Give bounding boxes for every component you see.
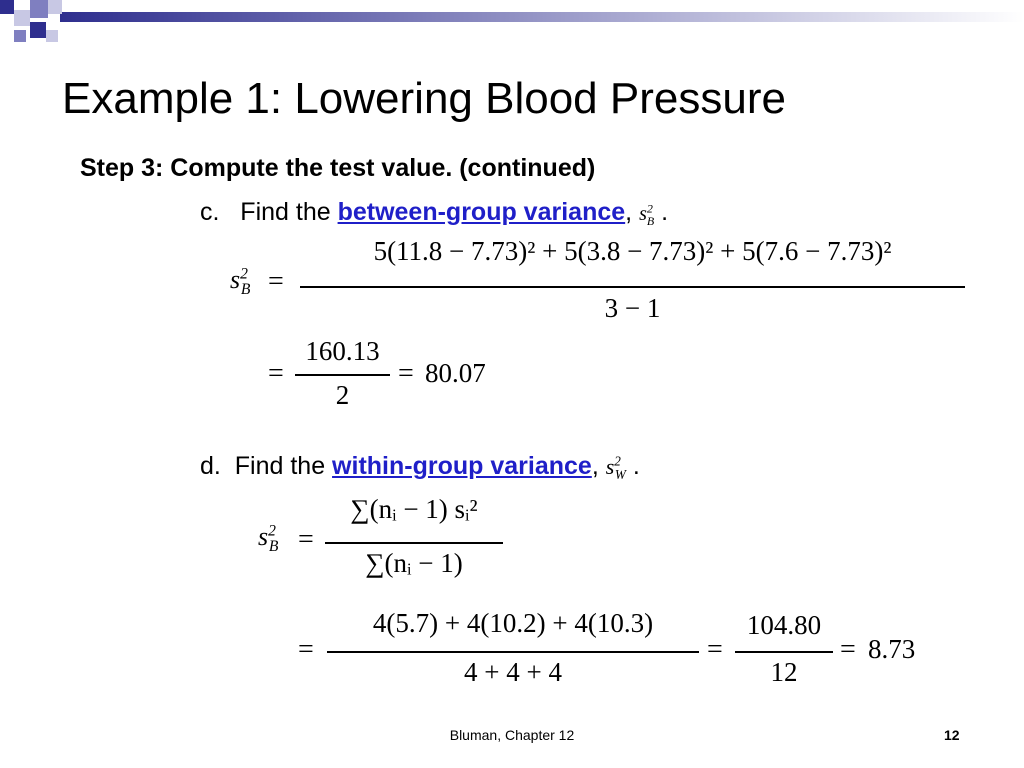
item-c-prefix: Find the — [240, 198, 338, 226]
sb2-symbol: $s^2_B$ — [639, 201, 655, 228]
sb2-lhs: $s^2_B$ — [230, 265, 251, 299]
item-c-end: . — [661, 198, 669, 226]
equals-sign-7: = — [840, 634, 856, 665]
equals-sign-6: = — [707, 634, 723, 665]
within-formula-denominator: ∑(nᵢ − 1) — [365, 548, 463, 578]
equals-sign-3: = — [398, 358, 414, 389]
item-d-end: . — [632, 452, 640, 480]
footer-text: Bluman, Chapter 12 — [449, 727, 575, 743]
between-step2-denominator: 2 — [335, 380, 350, 410]
within-result: 8.73 — [868, 634, 916, 664]
within-mid-denominator: 12 — [770, 657, 798, 687]
fraction-bar — [325, 542, 503, 544]
fraction-bar — [300, 286, 965, 288]
fraction-bar — [327, 651, 699, 653]
header-decoration — [0, 0, 1024, 60]
item-c-marker: c. — [200, 198, 220, 226]
page-number: 12 — [944, 727, 960, 743]
within-group-variance-term: within-group variance — [332, 452, 592, 480]
item-d-suffix: , — [591, 452, 599, 480]
item-c-suffix: , — [625, 198, 633, 226]
item-c — [200, 198, 668, 229]
between-denominator: 3 − 1 — [604, 293, 661, 323]
item-d — [200, 452, 640, 483]
equals-sign-4: = — [298, 524, 314, 555]
item-d-marker: d. — [200, 452, 221, 480]
item-d-prefix: Find the — [234, 452, 333, 480]
within-formula-numerator: ∑(nᵢ − 1) sᵢ² — [350, 494, 478, 524]
equals-sign-5: = — [298, 634, 314, 665]
within-mid-numerator: 104.80 — [746, 610, 822, 640]
between-numerator: 5(11.8 − 7.73)² + 5(3.8 − 7.73)² + 5(7.6 − 7.73)² — [373, 236, 892, 266]
equals-sign-1: = — [268, 266, 284, 297]
sb2-lhs-2: $s^2_B$ — [258, 522, 279, 556]
between-result: 80.07 — [425, 358, 486, 388]
fraction-bar — [295, 374, 390, 376]
slide-title: Example 1: Lowering Blood Pressure — [62, 74, 786, 123]
fraction-bar — [735, 651, 833, 653]
sw2-symbol: $s^2_W$ — [605, 453, 626, 483]
equals-sign-2: = — [268, 358, 284, 389]
between-group-variance-term: between-group variance — [337, 198, 626, 226]
step-heading: Step 3: Compute the test value. (continued) — [80, 154, 596, 182]
within-numerator: 4(5.7) + 4(10.2) + 4(10.3) — [372, 608, 654, 638]
between-step2-numerator: 160.13 — [305, 336, 380, 366]
within-denominator: 4 + 4 + 4 — [464, 657, 562, 687]
